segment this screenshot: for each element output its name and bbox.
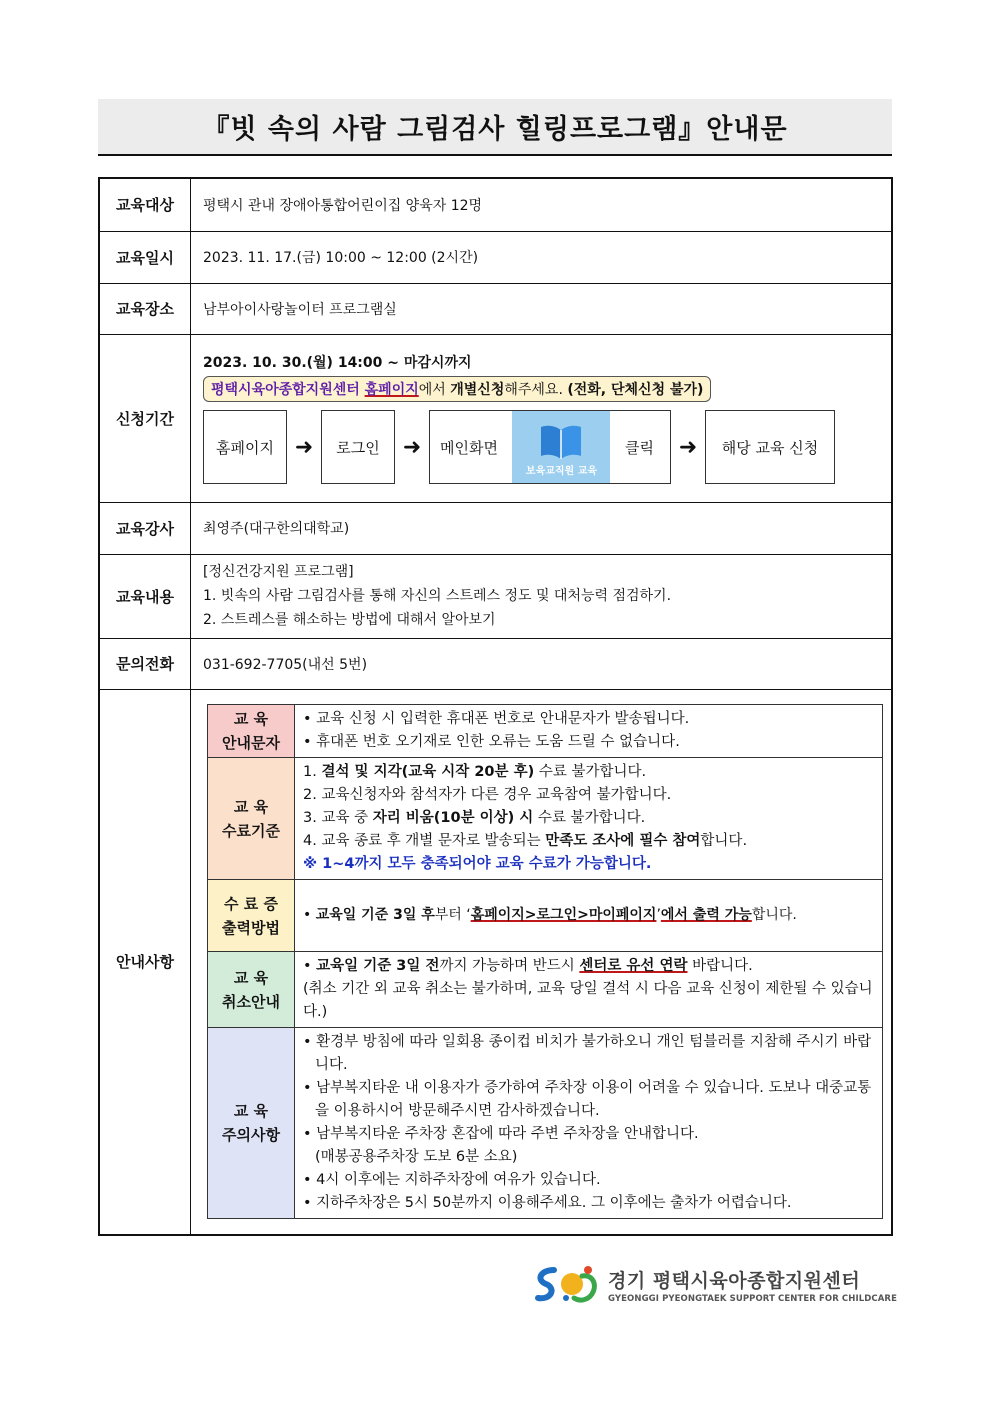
certificate-print: 에서 출력 가능 [660,907,752,924]
guide-cancel-content [295,952,883,1028]
completion-item-4 [303,830,874,853]
label-apply: 신청기간 [99,334,191,502]
guide-certificate-content [295,880,883,952]
cancel-end: 바랍니다. [687,958,753,975]
completion-item-1-end: 수료 불가합니다. [534,764,647,781]
guide-caution-label-1: 교 육 [233,1102,269,1121]
row-guide [99,689,892,1235]
title-bar [98,99,892,156]
completion-item-4-end: 합니다. [700,833,748,850]
guide-certificate [208,880,883,952]
caution-item-3b: (매봉공용주차장 도보 6분 소요) [315,1149,518,1166]
cancel-line-2: (취소 기간 외 교육 취소는 불가하며, 교육 당일 결석 시 다음 교육 신청이 제한될 수 있습니다.) [303,981,873,1021]
caution-item-3: • 남부복지타운 주차장 혼잡에 따라 주변 주차장을 안내합니다. [303,1126,699,1143]
sms-bullet-2: • 휴대폰 번호 오기재로 인한 오류는 도움 드릴 수 없습니다. [303,734,680,751]
guide-caution-label [208,1028,295,1219]
label-content: 교육내용 [99,554,191,638]
guide-table [207,704,883,1219]
completion-note: ※ 1~4까지 모두 충족되어야 교육 수료가 가능합니다. [303,856,652,873]
arrow-right-icon: ➜ [678,434,698,460]
label-target: 교육대상 [99,178,191,231]
step-main [429,410,671,484]
step-homepage: 홈페이지 [203,410,287,484]
notice-restriction: (전화, 단체신청 불가) [567,382,704,398]
content-item-1: 1. 빗속의 사람 그림검사를 통해 자신의 스트레스 정도 및 대처능력 점검하기. [203,588,672,604]
row-content [99,554,892,638]
row-place [99,283,892,334]
step-main-label: 메인화면 [440,438,498,457]
cancel-days: 교육일 기준 3일 전 [316,958,440,975]
caution-item-2: • 남부복지타운 내 이용자가 증가하여 주차장 이용이 어려울 수 있습니다. 도보나 대중교통을 이용하시어 방문해주시면 감사하겠습니다. [303,1080,872,1120]
certificate-end: 합니다. [751,907,797,924]
guide-cancel-label-1: 교 육 [233,968,269,987]
guide-cancel [208,952,883,1028]
guide-cancel-label [208,952,295,1028]
arrow-right-icon: ➜ [294,434,314,460]
apply-flow [203,410,879,484]
certificate-days: 교육일 기준 3일 후 [315,907,435,924]
guide-sms-label-1: 교 육 [233,710,269,729]
label-contact: 문의전화 [99,638,191,689]
label-guide: 안내사항 [99,689,191,1235]
cancel-line-1 [303,955,874,978]
caution-item-5: • 지하주차장은 5시 50분까지 이용해주세요. 그 이후에는 출차가 어렵습니다. [303,1195,792,1212]
step-login: 로그인 [321,410,395,484]
certificate-bullet: • [303,907,316,924]
guide-certificate-label [208,880,295,952]
notice-text-2: 해주세요. [504,382,568,398]
completion-item-3-end: 수료 불가합니다. [533,810,646,827]
teacher-education-banner [512,411,610,483]
completion-item-1-bold: 결석 및 지각 [321,764,402,781]
guide-sms-label-2: 안내문자 [222,734,280,753]
center-logo-icon [532,1262,602,1308]
certificate-text-1: 부터 ‘ [434,907,471,924]
row-apply [99,334,892,502]
guide-cancel-label-2: 취소안내 [222,992,280,1011]
notice-homepage: 홈페이지 [364,382,419,398]
value-guide [191,689,893,1235]
cancel-bullet: • [303,958,317,975]
certificate-path: 홈페이지>로그인>마이페이지 [470,907,657,924]
notice-text-1: 에서 [418,382,451,398]
caution-item-1: • 환경부 방침에 따라 일회용 종이컵 비치가 불가하오니 개인 텀블러를 지참해 주시기 바랍니다. [303,1034,872,1074]
label-place: 교육장소 [99,283,191,334]
guide-completion [208,758,883,880]
guide-certificate-label-2: 출력방법 [222,918,280,937]
apply-period: 2023. 10. 30.(월) 14:00 ~ 마감시까지 [203,355,472,371]
cancel-phone: 센터로 유선 연락 [579,958,688,975]
content-heading: [정신건강지원 프로그램] [203,564,354,580]
arrow-right-icon: ➜ [402,434,422,460]
page-title: 『빗 속의 사람 그림검사 힐링프로그램』안내문 [202,114,788,145]
footer-logo [532,1262,897,1308]
completion-item-3 [303,807,874,830]
value-date: 2023. 11. 17.(금) 10:00 ~ 12:00 (2시간) [191,231,893,283]
completion-item-3-bold: 자리 비움(10분 이상) 시 [372,810,534,827]
value-content [191,554,893,638]
value-instructor: 최영주(대구한의대학교) [191,502,893,554]
completion-item-1 [303,761,874,784]
sms-bullet-1: • 교육 신청 시 입력한 휴대폰 번호로 안내문자가 발송됩니다. [303,711,690,728]
guide-sms [208,705,883,758]
guide-certificate-label-1: 수 료 증 [224,894,278,913]
step-click-label: 클릭 [625,438,654,457]
footer-text [608,1266,897,1304]
guide-completion-label [208,758,295,880]
guide-caution [208,1028,883,1219]
certificate-quote: ’ [656,907,661,924]
guide-completion-label-1: 교 육 [233,797,269,816]
apply-notice [203,376,711,402]
footer-name-en: GYEONGGI PYEONGTAEK SUPPORT CENTER FOR CHILDCARE [608,1294,897,1304]
info-table [98,177,893,1236]
guide-sms-content [295,705,883,758]
guide-caution-label-2: 주의사항 [222,1126,280,1145]
completion-item-4-start: 4. 교육 종료 후 개별 문자로 발송되는 [303,833,546,850]
step-apply: 해당 교육 신청 [705,410,835,484]
footer-name-ko: 경기 평택시육아종합지원센터 [608,1270,861,1292]
label-date: 교육일시 [99,231,191,283]
caution-item-4: • 4시 이후에는 지하주차장에 여유가 있습니다. [303,1172,601,1189]
book-icon [539,422,583,462]
completion-item-2: 2. 교육신청자와 참석자가 다른 경우 교육참여 불가합니다. [303,787,672,804]
completion-item-4-bold: 만족도 조사에 필수 참여 [545,833,701,850]
value-apply [191,334,893,502]
row-date [99,231,892,283]
row-contact [99,638,892,689]
value-place: 남부아이사랑놀이터 프로그램실 [191,283,893,334]
row-target [99,178,892,231]
row-instructor [99,502,892,554]
completion-item-3-start: 3. 교육 중 [303,810,373,827]
banner-label: 보육교직원 교육 [525,466,598,477]
value-contact: 031-692-7705(내선 5번) [191,638,893,689]
notice-center: 평택시육아종합지원센터 [211,382,365,398]
completion-item-1-num: 1. [303,764,322,781]
guide-completion-label-2: 수료기준 [222,821,280,840]
completion-item-1-time: (교육 시작 20분 후) [401,764,535,781]
guide-completion-content [295,758,883,880]
guide-caution-content [295,1028,883,1219]
cancel-text-1: 까지 가능하며 반드시 [439,958,580,975]
guide-sms-label [208,705,295,758]
label-instructor: 교육강사 [99,502,191,554]
content-item-2: 2. 스트레스를 해소하는 방법에 대해서 알아보기 [203,612,496,628]
notice-individual: 개별신청 [450,382,505,398]
value-target: 평택시 관내 장애아통합어린이집 양육자 12명 [191,178,893,231]
